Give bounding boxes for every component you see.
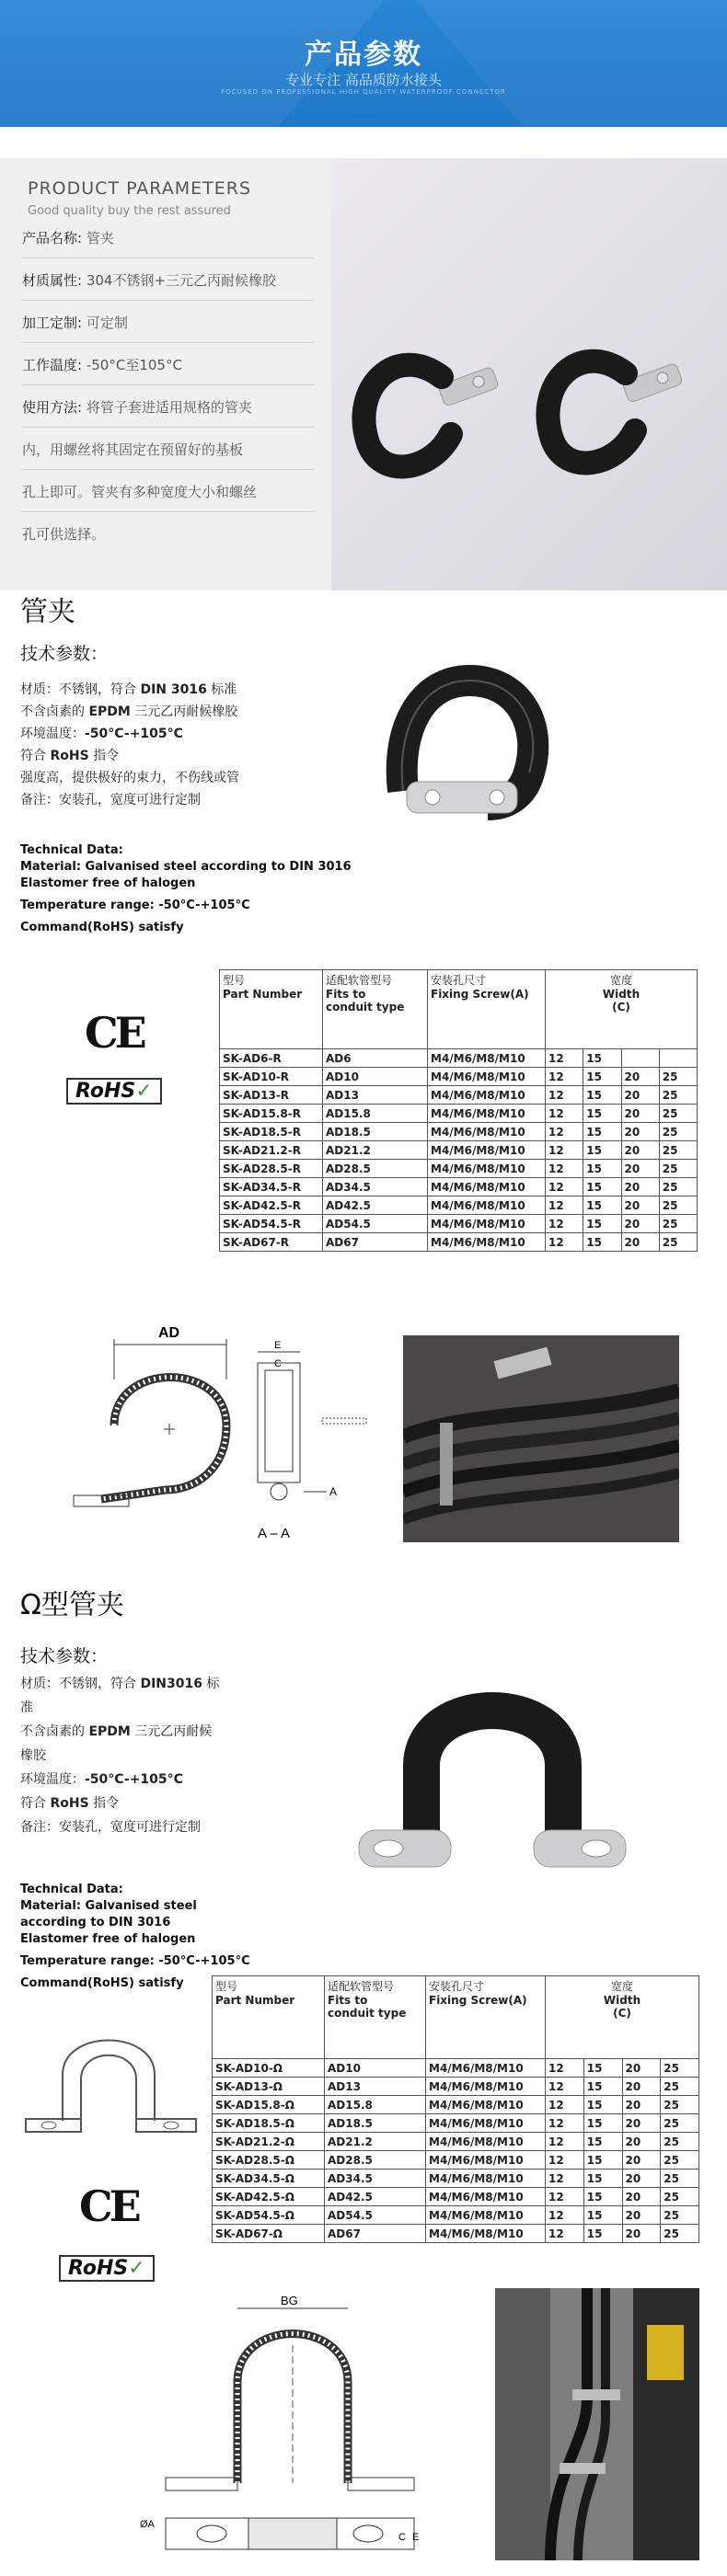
table-cell: AD34.5 — [323, 1178, 428, 1196]
table-row — [213, 2170, 699, 2188]
parameters-heading: PRODUCT PARAMETERS — [28, 178, 252, 199]
banner-subtitle: 专业专注 高品质防水接头 — [285, 72, 442, 88]
table-cell: 15 — [583, 1141, 621, 1160]
table-cell: 25 — [661, 2078, 699, 2096]
table-cell: SK-AD18.5-R — [220, 1123, 323, 1141]
application-photo-2 — [495, 2288, 699, 2560]
table-cell: SK-AD28.5-R — [220, 1160, 323, 1178]
table-row — [213, 2114, 699, 2133]
table-cell: 20 — [622, 2059, 661, 2078]
table-cell: AD18.5 — [325, 2114, 426, 2133]
table-row — [213, 2188, 699, 2206]
table-cell: AD13 — [323, 1086, 428, 1105]
table-cell: 25 — [659, 1141, 697, 1160]
ce-mark-2: CE — [79, 2181, 138, 2231]
table-row — [220, 1178, 698, 1196]
table-cell: 25 — [661, 2096, 699, 2114]
col-header-width: 宽度 Width (C) — [546, 1976, 699, 2059]
application-photo-1 — [403, 1335, 679, 1542]
table-cell: 12 — [546, 2114, 584, 2133]
table-cell: 25 — [659, 1233, 697, 1252]
table-cell — [659, 1049, 697, 1068]
table-cell: 15 — [583, 2188, 622, 2206]
tech-data-en-1: Technical Data: Material: Galvanised steel according to DIN 3016 Elastomer free of halogen Temperature range: -50°C-+105°C Command(RoHS) satisfy — [20, 843, 352, 934]
table-cell: SK-AD34.5-R — [220, 1178, 323, 1196]
table-cell: M4/M6/M8/M10 — [426, 2059, 546, 2078]
table-cell: 15 — [583, 2206, 622, 2225]
table-cell: SK-AD15.8-Ω — [213, 2096, 325, 2114]
rohs-mark-1: RoHS✓ — [66, 1078, 162, 1105]
tech-line: 符合 RoHS 指令 — [20, 1796, 120, 1811]
table-cell: 25 — [661, 2170, 699, 2188]
col-header-fits: 适配软管型号 Fits to conduit type — [323, 970, 428, 1049]
tech-params-list-1 — [20, 679, 370, 811]
table-cell: 15 — [583, 2114, 622, 2133]
table-cell: 12 — [546, 2188, 584, 2206]
table-cell: AD21.2 — [323, 1141, 428, 1160]
svg-text:C: C — [274, 1358, 282, 1369]
table-cell: AD28.5 — [323, 1160, 428, 1178]
param-row-temperature: 工作温度: -50°C至105°C — [22, 357, 182, 373]
table-cell: 15 — [583, 2059, 622, 2078]
tech-line: 材质：不锈钢，符合 DIN 3016 标准 — [20, 682, 237, 697]
table-cell: AD67 — [323, 1233, 428, 1252]
table-cell: AD28.5 — [325, 2151, 426, 2170]
table-cell: SK-AD15.8-R — [220, 1105, 323, 1123]
table-cell: 15 — [583, 1215, 621, 1233]
table-row — [220, 1068, 698, 1086]
table-cell: M4/M6/M8/M10 — [428, 1086, 546, 1105]
tech-line: 环境温度：-50°C-+105°C — [20, 1772, 183, 1787]
table-cell: SK-AD54.5-Ω — [213, 2206, 325, 2225]
table-cell: SK-AD34.5-Ω — [213, 2170, 325, 2188]
table-row — [213, 2225, 699, 2243]
omega-clamp-photo — [340, 1655, 644, 1895]
table-cell: 12 — [546, 2170, 584, 2188]
table-cell: 20 — [622, 2133, 661, 2151]
table-cell: 12 — [546, 1068, 583, 1086]
table-cell: AD42.5 — [325, 2188, 426, 2206]
table-cell: M4/M6/M8/M10 — [426, 2225, 546, 2243]
table-cell: M4/M6/M8/M10 — [426, 2151, 546, 2170]
table-cell: 25 — [661, 2151, 699, 2170]
table-cell: SK-AD67-Ω — [213, 2225, 325, 2243]
param-row-custom: 加工定制: 可定制 — [22, 315, 128, 331]
table-cell: SK-AD10-Ω — [213, 2059, 325, 2078]
tech-line: 不含卤素的 EPDM 三元乙丙耐候 — [20, 1724, 213, 1739]
table-row — [220, 1215, 698, 1233]
param-row-material: 材质属性: 304不锈钢+三元乙丙耐候橡胶 — [22, 272, 277, 289]
table-cell: 12 — [546, 2206, 584, 2225]
table-cell: 25 — [661, 2225, 699, 2243]
table-cell: M4/M6/M8/M10 — [428, 1123, 546, 1141]
col-header-fits: 适配软管型号 Fits to conduit type — [325, 1976, 426, 2059]
table-row — [220, 1123, 698, 1141]
table-cell: 12 — [546, 1196, 583, 1215]
table-cell: 25 — [661, 2114, 699, 2133]
table-cell: AD18.5 — [323, 1123, 428, 1141]
header-banner — [0, 0, 727, 127]
table-cell: 20 — [622, 2170, 661, 2188]
table-cell: 12 — [546, 1233, 583, 1252]
table-cell: AD15.8 — [325, 2096, 426, 2114]
table-cell: AD13 — [325, 2078, 426, 2096]
table-cell: M4/M6/M8/M10 — [428, 1160, 546, 1178]
table-row — [213, 2206, 699, 2225]
technical-drawing-1 — [55, 1315, 368, 1545]
table-cell: AD10 — [325, 2059, 426, 2078]
table-cell: M4/M6/M8/M10 — [426, 2096, 546, 2114]
tech-line: 不含卤素的 EPDM 三元乙丙耐候橡胶 — [20, 704, 238, 719]
table-cell: 15 — [583, 2096, 622, 2114]
tech-line: 符合 RoHS 指令 — [20, 749, 120, 763]
table-cell: AD15.8 — [323, 1105, 428, 1123]
table-cell: M4/M6/M8/M10 — [428, 1105, 546, 1123]
table-cell: 15 — [583, 1068, 621, 1086]
table-cell: 25 — [659, 1105, 697, 1123]
table-cell: 20 — [621, 1086, 659, 1105]
tech-line: 环境温度：-50°C-+105°C — [20, 727, 183, 741]
table-cell: 20 — [622, 2151, 661, 2170]
table-cell: 25 — [661, 2206, 699, 2225]
table-cell: 20 — [622, 2114, 661, 2133]
table-cell: 12 — [546, 1160, 583, 1178]
table-row — [220, 1049, 698, 1068]
table-cell: 25 — [659, 1215, 697, 1233]
table-cell: M4/M6/M8/M10 — [426, 2188, 546, 2206]
table-cell: 15 — [583, 2170, 622, 2188]
table-cell: 25 — [659, 1178, 697, 1196]
table-cell: AD34.5 — [325, 2170, 426, 2188]
table-cell: SK-AD21.2-Ω — [213, 2133, 325, 2151]
table-cell: M4/M6/M8/M10 — [428, 1215, 546, 1233]
table-cell: 12 — [546, 1049, 583, 1068]
table-cell: 15 — [583, 1160, 621, 1178]
table-cell: M4/M6/M8/M10 — [428, 1196, 546, 1215]
tech-line: 备注：安装孔，宽度可进行定制 — [20, 793, 201, 807]
table-cell: M4/M6/M8/M10 — [426, 2078, 546, 2096]
table-row — [220, 1141, 698, 1160]
table-cell: AD54.5 — [325, 2206, 426, 2225]
table-cell: 12 — [546, 1178, 583, 1196]
param-row-usage: 使用方法: 将管子套进适用规格的管夹 — [22, 399, 252, 416]
table-row — [213, 2096, 699, 2114]
table-cell: 12 — [546, 1086, 583, 1105]
table-cell: M4/M6/M8/M10 — [426, 2170, 546, 2188]
banner-en-subtitle: FOCUSED ON PROFESSIONAL HIGH QUALITY WATERPROOF CONNECTOR — [221, 88, 506, 96]
banner-title: 产品参数 — [305, 39, 422, 71]
table-cell: 12 — [546, 2078, 584, 2096]
table-cell: AD10 — [323, 1068, 428, 1086]
table-cell: 25 — [661, 2188, 699, 2206]
table-cell: 15 — [583, 2225, 622, 2243]
table-cell: AD42.5 — [323, 1196, 428, 1215]
table-cell: 20 — [621, 1123, 659, 1141]
table-cell: 12 — [546, 1141, 583, 1160]
table-cell: M4/M6/M8/M10 — [428, 1141, 546, 1160]
label-bg: BG — [281, 2294, 298, 2307]
table-cell: 15 — [583, 2151, 622, 2170]
table-cell: SK-AD18.5-Ω — [213, 2114, 325, 2133]
table-cell: 25 — [659, 1160, 697, 1178]
spec-table-1 — [219, 969, 698, 1252]
table-cell: 15 — [583, 1105, 621, 1123]
table-cell: 12 — [546, 2225, 584, 2243]
table-cell: 15 — [583, 1049, 621, 1068]
table-cell: 15 — [583, 2078, 622, 2096]
table-cell: 15 — [583, 1196, 621, 1215]
table-cell: SK-AD10-R — [220, 1068, 323, 1086]
table-cell: 25 — [661, 2133, 699, 2151]
table-row — [213, 2059, 699, 2078]
col-header-screw: 安装孔尺寸 Fixing Screw(A) — [428, 970, 546, 1049]
table-cell: 20 — [621, 1160, 659, 1178]
label-da: ØA — [140, 2519, 155, 2530]
technical-drawing-2 — [138, 2290, 423, 2566]
spec-table-2 — [212, 1975, 699, 2243]
label-ad: AD — [158, 1325, 180, 1341]
table-cell: M4/M6/M8/M10 — [428, 1233, 546, 1252]
table-row — [220, 1196, 698, 1215]
table-cell: 20 — [621, 1215, 659, 1233]
table-cell: 20 — [622, 2096, 661, 2114]
table-cell: 20 — [622, 2078, 661, 2096]
table-cell: 25 — [659, 1123, 697, 1141]
table-cell: 15 — [583, 1178, 621, 1196]
table-cell: 12 — [546, 1105, 583, 1123]
tech-line: 强度高，提供极好的束力，不伤线或管 — [20, 771, 239, 785]
table-cell: 20 — [622, 2206, 661, 2225]
tech-line: 材质：不锈钢，符合 DIN3016 标 — [20, 1677, 220, 1691]
table-cell: M4/M6/M8/M10 — [428, 1178, 546, 1196]
svg-text:C: C — [398, 2532, 406, 2543]
col-header-part: 型号 Part Number — [213, 1976, 325, 2059]
ce-mark-1: CE — [85, 1008, 144, 1058]
table-row — [220, 1233, 698, 1252]
table-cell: M4/M6/M8/M10 — [426, 2133, 546, 2151]
table-cell: M4/M6/M8/M10 — [428, 1068, 546, 1086]
table-cell: 20 — [622, 2188, 661, 2206]
table-cell: M4/M6/M8/M10 — [426, 2206, 546, 2225]
table-cell: 12 — [546, 1123, 583, 1141]
table-row — [213, 2133, 699, 2151]
rohs-mark-2: RoHS✓ — [59, 2255, 155, 2282]
table-cell: 15 — [583, 1086, 621, 1105]
table-cell: AD6 — [323, 1049, 428, 1068]
table-cell: M4/M6/M8/M10 — [426, 2114, 546, 2133]
param-usage-line-2: 内，用螺丝将其固定在预留好的基板 — [22, 441, 244, 458]
tech-params-label-2: 技术参数： — [20, 1646, 109, 1666]
table-cell: 12 — [546, 2133, 584, 2151]
col-header-screw: 安装孔尺寸 Fixing Screw(A) — [426, 1976, 546, 2059]
svg-text:E: E — [274, 1340, 282, 1351]
omega-sketch — [17, 2010, 210, 2148]
table-cell: 20 — [621, 1105, 659, 1123]
table-cell: 20 — [621, 1068, 659, 1086]
param-usage-line-3: 孔上即可。管夹有多种宽度大小和螺丝 — [22, 484, 258, 500]
tech-data-en-2: Technical Data: Material: Galvanised steel according to DIN 3016 Elastomer free of halogen Temperature range: -50°C-+105°C Command(RoHS) satisfy — [20, 1883, 250, 1990]
table-cell: 12 — [546, 1215, 583, 1233]
table-cell: 15 — [583, 1233, 621, 1252]
svg-text:E: E — [412, 2532, 420, 2543]
table-cell: 25 — [659, 1196, 697, 1215]
table-cell: SK-AD13-R — [220, 1086, 323, 1105]
table-row — [220, 1086, 698, 1105]
table-cell — [621, 1049, 659, 1068]
table-cell: SK-AD28.5-Ω — [213, 2151, 325, 2170]
section-title-pipe-clamp: 管夹 — [20, 596, 75, 628]
tech-params-list-2 — [20, 1672, 296, 1839]
table-cell: SK-AD13-Ω — [213, 2078, 325, 2096]
tech-params-label-1: 技术参数： — [20, 644, 109, 664]
table-cell: 20 — [622, 2225, 661, 2243]
col-header-width: 宽度 Width (C) — [546, 970, 698, 1049]
table-cell: 12 — [546, 2059, 584, 2078]
tech-line: 备注：安装孔，宽度可进行定制 — [20, 1820, 201, 1835]
param-row-name: 产品名称: 管夹 — [22, 230, 114, 246]
table-row — [220, 1105, 698, 1123]
table-cell: 12 — [546, 2151, 584, 2170]
table-cell: 20 — [621, 1178, 659, 1196]
table-cell: SK-AD67-R — [220, 1233, 323, 1252]
table-cell: SK-AD21.2-R — [220, 1141, 323, 1160]
table-cell: M4/M6/M8/M10 — [428, 1049, 546, 1068]
param-usage-line-4: 孔可供选择。 — [22, 526, 106, 543]
table-cell: 25 — [659, 1068, 697, 1086]
table-cell: SK-AD6-R — [220, 1049, 323, 1068]
label-section: A – A — [258, 1526, 291, 1541]
clamp-photo-1 — [359, 644, 580, 837]
product-photo — [331, 158, 727, 590]
table-cell: AD67 — [325, 2225, 426, 2243]
tech-line: 准 — [20, 1700, 33, 1715]
table-cell: SK-AD42.5-R — [220, 1196, 323, 1215]
table-cell: 20 — [621, 1141, 659, 1160]
table-cell: 20 — [621, 1233, 659, 1252]
table-cell: SK-AD42.5-Ω — [213, 2188, 325, 2206]
svg-text:A: A — [329, 1485, 338, 1498]
col-header-part: 型号 Part Number — [220, 970, 323, 1049]
table-cell: 12 — [546, 2096, 584, 2114]
table-cell: 15 — [583, 1123, 621, 1141]
table-cell: AD21.2 — [325, 2133, 426, 2151]
tech-line: 橡胶 — [20, 1748, 46, 1763]
table-row — [213, 2078, 699, 2096]
section-title-omega-clamp: Ω型管夹 — [20, 1589, 124, 1621]
table-row — [213, 2151, 699, 2170]
table-row — [220, 1160, 698, 1178]
table-cell: 25 — [661, 2059, 699, 2078]
parameters-subheading: Good quality buy the rest assured — [28, 204, 231, 218]
table-cell: 20 — [621, 1196, 659, 1215]
table-cell: 25 — [659, 1086, 697, 1105]
table-cell: SK-AD54.5-R — [220, 1215, 323, 1233]
table-cell: AD54.5 — [323, 1215, 428, 1233]
table-cell: 15 — [583, 2133, 622, 2151]
